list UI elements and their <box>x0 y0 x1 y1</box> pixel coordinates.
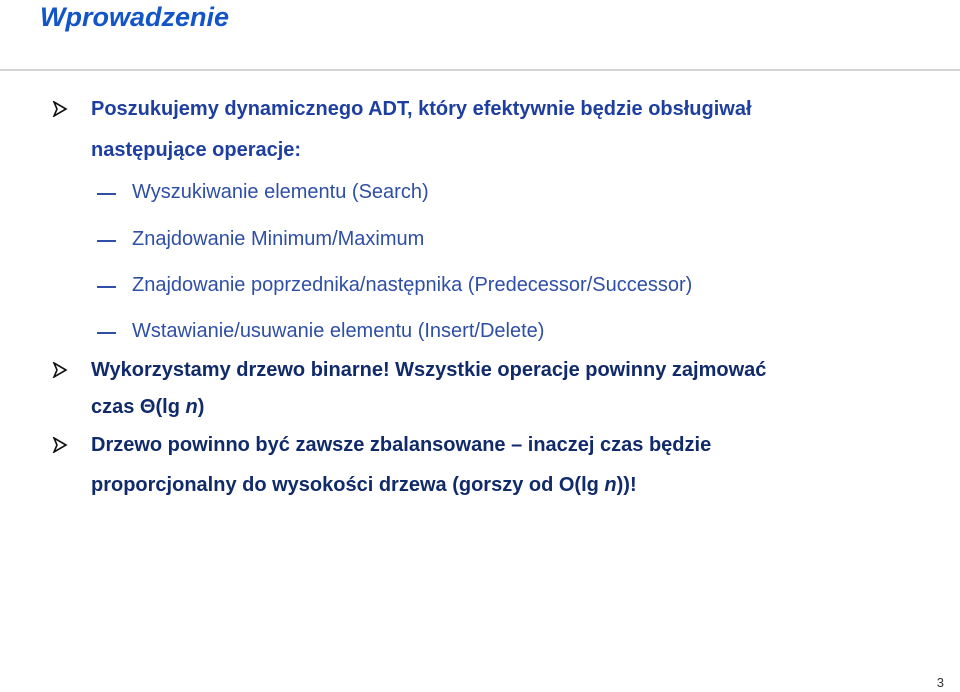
sub-item-search: Wyszukiwanie elementu (Search) <box>132 181 429 203</box>
bullet-3-line-2 <box>91 470 637 500</box>
bullet-2-line-1: Wykorzystamy drzewo binarne! Wszystkie operacje powinny zajmować <box>91 359 767 381</box>
bullet-2-line-2 <box>91 392 204 422</box>
bullet-3-line-2-prefix: proporcjonalny do wysokości drzewa (gorszy od O(lg <box>91 474 605 496</box>
arrowhead-bullet-icon <box>52 437 68 453</box>
slide-title: Wprowadzenie <box>40 2 230 32</box>
sub-item-insert-delete: Wstawianie/usuwanie elementu (Insert/Delete) <box>132 320 545 342</box>
bullet-1-line-1: Poszukujemy dynamicznego ADT, który efektywnie będzie obsługiwał <box>91 98 752 120</box>
sub-item-minmax: Znajdowanie Minimum/Maximum <box>132 228 425 250</box>
bullet-2-line-2-prefix: czas Θ(lg <box>91 396 186 418</box>
bullet-2-variable: n <box>185 396 198 418</box>
dash-icon <box>97 332 116 334</box>
arrowhead-bullet-icon <box>52 101 68 117</box>
page-number: 3 <box>936 675 944 690</box>
bullet-3-variable: n <box>604 474 617 496</box>
dash-icon <box>97 286 116 288</box>
bullet-3-line-1: Drzewo powinno być zawsze zbalansowane – inaczej czas będzie <box>91 434 712 456</box>
bullet-2-line-2-suffix: ) <box>197 396 205 418</box>
sub-item-predecessor-successor: Znajdowanie poprzednika/następnika (Predecessor/Successor) <box>132 274 693 296</box>
bullet-3-line-2-suffix: ))! <box>616 474 637 496</box>
dash-icon <box>97 240 116 242</box>
title-underline <box>0 69 960 71</box>
bullet-1-line-2: następujące operacje: <box>91 139 302 161</box>
dash-icon <box>97 193 116 195</box>
arrowhead-bullet-icon <box>52 362 68 378</box>
